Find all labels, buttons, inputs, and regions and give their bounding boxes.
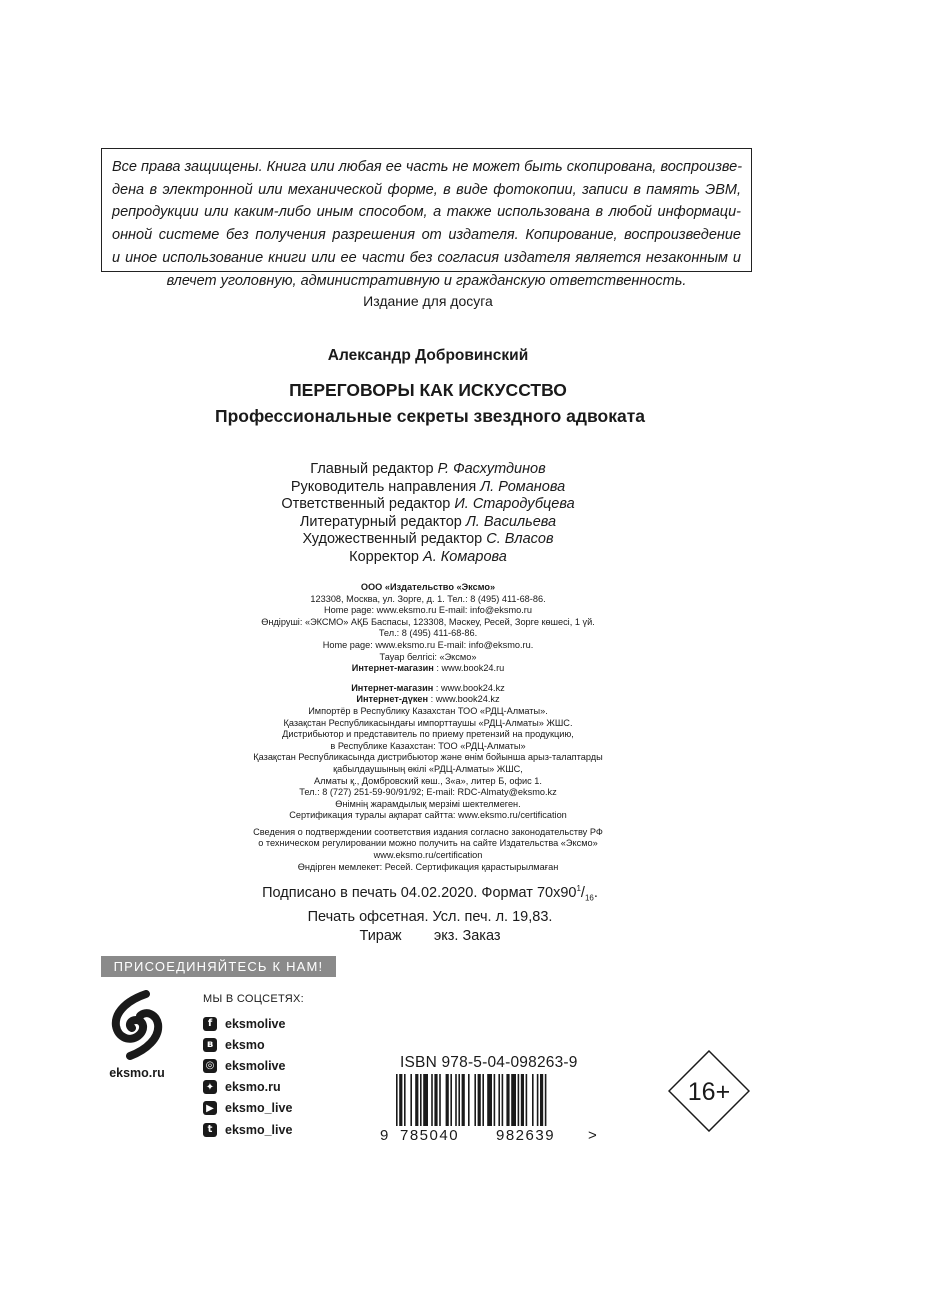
shop-line-ru: Интернет-магазин : www.book24.ru	[351, 663, 505, 674]
book-title: ПЕРЕГОВОРЫ КАК ИСКУССТВО	[289, 380, 567, 400]
imprint-line: Home page: www.eksmo.ru E-mail: info@eksmo.ru	[324, 605, 532, 616]
shop-line-kz-alt: Интернет-дүкен : www.book24.kz	[356, 694, 500, 705]
book-subtitle: Профессиональные секреты звездного адвоката	[214, 406, 646, 426]
publisher-name: ООО «Издательство «Эксмо»	[360, 582, 496, 592]
barcode-bar	[502, 1074, 504, 1126]
rights-line: и иное использование книги или ее части без согласия издателя является незаконным и	[112, 249, 741, 266]
social-link-facebook[interactable]: f eksmolive	[203, 1013, 292, 1034]
barcode-bar	[458, 1074, 460, 1126]
eksmo-logo-icon	[110, 990, 164, 1060]
barcode-bar	[468, 1074, 470, 1126]
credit-row: Художественный редактор С. Власов	[302, 531, 554, 548]
credit-row: Руководитель направления Л. Романова	[290, 478, 566, 495]
rights-line: онной системе без получения разрешения от издателя. Копирование, воспроизведение	[112, 227, 741, 244]
imprint-line: Өнімнің жарамдылық мерзімі шектелмеген.	[335, 798, 521, 809]
edition-type: Издание для досуга	[363, 293, 493, 309]
barcode-bar	[439, 1074, 441, 1126]
barcode-bar	[399, 1074, 402, 1126]
barcode-bar	[521, 1074, 524, 1126]
isbn-barcode	[378, 1072, 603, 1144]
imprint-line: Дистрибьютор и представитель по приему претензий на продукцию,	[282, 729, 574, 740]
social-link-instagram[interactable]: ◎ eksmolive	[203, 1055, 292, 1076]
eksmo-site-label: eksmo.ru	[109, 1066, 165, 1080]
barcode-bar	[423, 1074, 428, 1126]
join-us-banner: ПРИСОЕДИНЯЙТЕСЬ К НАМ!	[101, 956, 336, 977]
barcode-bar	[434, 1074, 437, 1126]
barcode-bar	[518, 1074, 520, 1126]
barcode-bar	[431, 1074, 433, 1126]
rights-line: дена в электронной или механической форме, в виде фотокопии, записи в память ЭВМ,	[112, 181, 741, 198]
copyright-notice-box	[101, 148, 752, 289]
barcode-bar	[537, 1074, 539, 1126]
barcode-bar	[526, 1074, 528, 1126]
barcode-bar	[396, 1074, 398, 1126]
barcode-right-digits: 982639	[496, 1127, 556, 1144]
eksmo-site-icon: ✦	[203, 1080, 217, 1094]
imprint-line: Өндірген мемлекет: Ресей. Сертификация қарастырылмаған	[297, 861, 559, 872]
print-details	[0, 880, 860, 945]
barcode-bar	[462, 1074, 465, 1126]
print-line-run: Тираж экз. Заказ	[359, 927, 501, 944]
print-line-format: Подписано в печать 04.02.2020. Формат $70x90^1/_{16}$.	[262, 884, 598, 903]
barcode-bar	[450, 1074, 452, 1126]
imprint-line: қабылдаушының өкілі «РДЦ-Алматы» ЖШС,	[333, 763, 523, 774]
social-link-twitter[interactable]: t eksmo_live	[203, 1119, 292, 1140]
imprint-line: в Республике Казахстан: ТОО «РДЦ-Алматы»	[330, 740, 526, 751]
shop-line-kz: Интернет-магазин : www.book24.kz	[351, 682, 505, 693]
imprint-line: Өндіруші: «ЭКСМО» АҚБ Баспасы, 123308, Мәскеу, Ресей, Зорге көшесі, 1 үй.	[261, 616, 595, 627]
barcode-tail-mark: >	[588, 1127, 597, 1144]
credit-row: Литературный редактор Л. Васильева	[299, 513, 557, 530]
barcode-bars	[396, 1074, 546, 1126]
print-line-method: Печать офсетная. Усл. печ. л. 19,83.	[307, 909, 553, 926]
barcode-bar	[446, 1074, 449, 1126]
youtube-icon: ▶	[203, 1101, 217, 1115]
editorial-credits	[0, 461, 856, 567]
social-link-youtube[interactable]: ▶ eksmo_live	[203, 1098, 292, 1119]
barcode-bar	[404, 1074, 406, 1126]
barcode-bar	[532, 1074, 534, 1126]
social-link-vk[interactable]: в eksmo	[203, 1034, 292, 1055]
imprint-line: о техническом регулировании можно получить на сайте Издательства «Эксмо»	[258, 838, 598, 849]
age-rating-badge	[668, 1050, 750, 1132]
credit-row: Главный редактор Р. Фасхутдинов	[310, 461, 546, 477]
imprint-line: Сведения о подтверждении соответствия издания согласно законодательству РФ	[253, 826, 603, 837]
barcode-lead-digit: 9	[380, 1127, 389, 1144]
barcode-bar	[474, 1074, 476, 1126]
barcode-bar	[540, 1074, 543, 1126]
author-name: Александр Добровинский	[327, 347, 529, 364]
barcode-bar	[420, 1074, 422, 1126]
barcode-bar	[494, 1074, 496, 1126]
barcode-bar	[478, 1074, 481, 1126]
barcode-bar	[455, 1074, 457, 1126]
barcode-bar	[498, 1074, 500, 1126]
instagram-icon: ◎	[203, 1059, 217, 1073]
credit-row: Ответственный редактор И. Стародубцева	[281, 496, 575, 513]
imprint-line: Қазақстан Республикасындағы импорттаушы «РДЦ-Алматы» ЖШС.	[283, 717, 573, 728]
barcode-bar	[415, 1074, 418, 1126]
age-rating-text: 16+	[687, 1078, 731, 1106]
publisher-imprint	[0, 582, 856, 873]
barcode-bar	[487, 1074, 492, 1126]
twitter-icon: t	[203, 1123, 217, 1137]
rights-line: влечет уголовную, административную и гражданскую ответственность.	[166, 272, 687, 289]
imprint-line: Сертификация туралы ақпарат сайтта: www.eksmo.ru/certification	[289, 810, 567, 821]
barcode-left-digits: 785040	[400, 1127, 460, 1144]
barcode-bar	[482, 1074, 484, 1126]
barcode-bar	[506, 1074, 509, 1126]
social-heading: МЫ В СОЦСЕТЯХ:	[203, 993, 305, 1005]
imprint-line: Импортёр в Республику Казахстан ТОО «РДЦ-Алматы».	[308, 705, 548, 716]
facebook-icon: f	[203, 1017, 217, 1031]
imprint-line: www.eksmo.ru/certification	[373, 850, 483, 861]
imprint-line: 123308, Москва, ул. Зорге, д. 1. Тел.: 8 (495) 411-68-86.	[310, 593, 546, 604]
imprint-line: Алматы қ., Домбровский көш., 3«а», литер Б, офис 1.	[314, 775, 542, 786]
imprint-line: Тел.: 8 (727) 251-59-90/91/92; E-mail: RDC-Almaty@eksmo.kz	[299, 787, 557, 798]
barcode-bar	[545, 1074, 547, 1126]
isbn-label: ISBN 978-5-04-098263-9	[400, 1054, 578, 1071]
rights-line: репродукции или каким-либо иным способом, а также использована в любой информаци-	[112, 204, 741, 221]
vk-icon: в	[203, 1038, 217, 1052]
imprint-line: Home page: www.eksmo.ru E-mail: info@eksmo.ru.	[322, 639, 534, 650]
social-link-site[interactable]: ✦ eksmo.ru	[203, 1077, 292, 1098]
barcode-bar	[511, 1074, 516, 1126]
barcode-bar	[410, 1074, 412, 1126]
imprint-line: Қазақстан Республикасында дистрибьютор және өнім бойынша арыз-талаптарды	[253, 752, 603, 763]
social-links	[203, 1013, 292, 1140]
rights-line: Все права защищены. Книга или любая ее часть не может быть скопирована, воспроизве-	[112, 159, 743, 175]
credit-row: Корректор А. Комарова	[349, 548, 507, 565]
age-rating-diamond	[668, 1050, 750, 1132]
imprint-line: Тел.: 8 (495) 411-68-86.	[378, 628, 478, 639]
imprint-line: Тауар белгісі: «Эксмо»	[379, 651, 477, 662]
